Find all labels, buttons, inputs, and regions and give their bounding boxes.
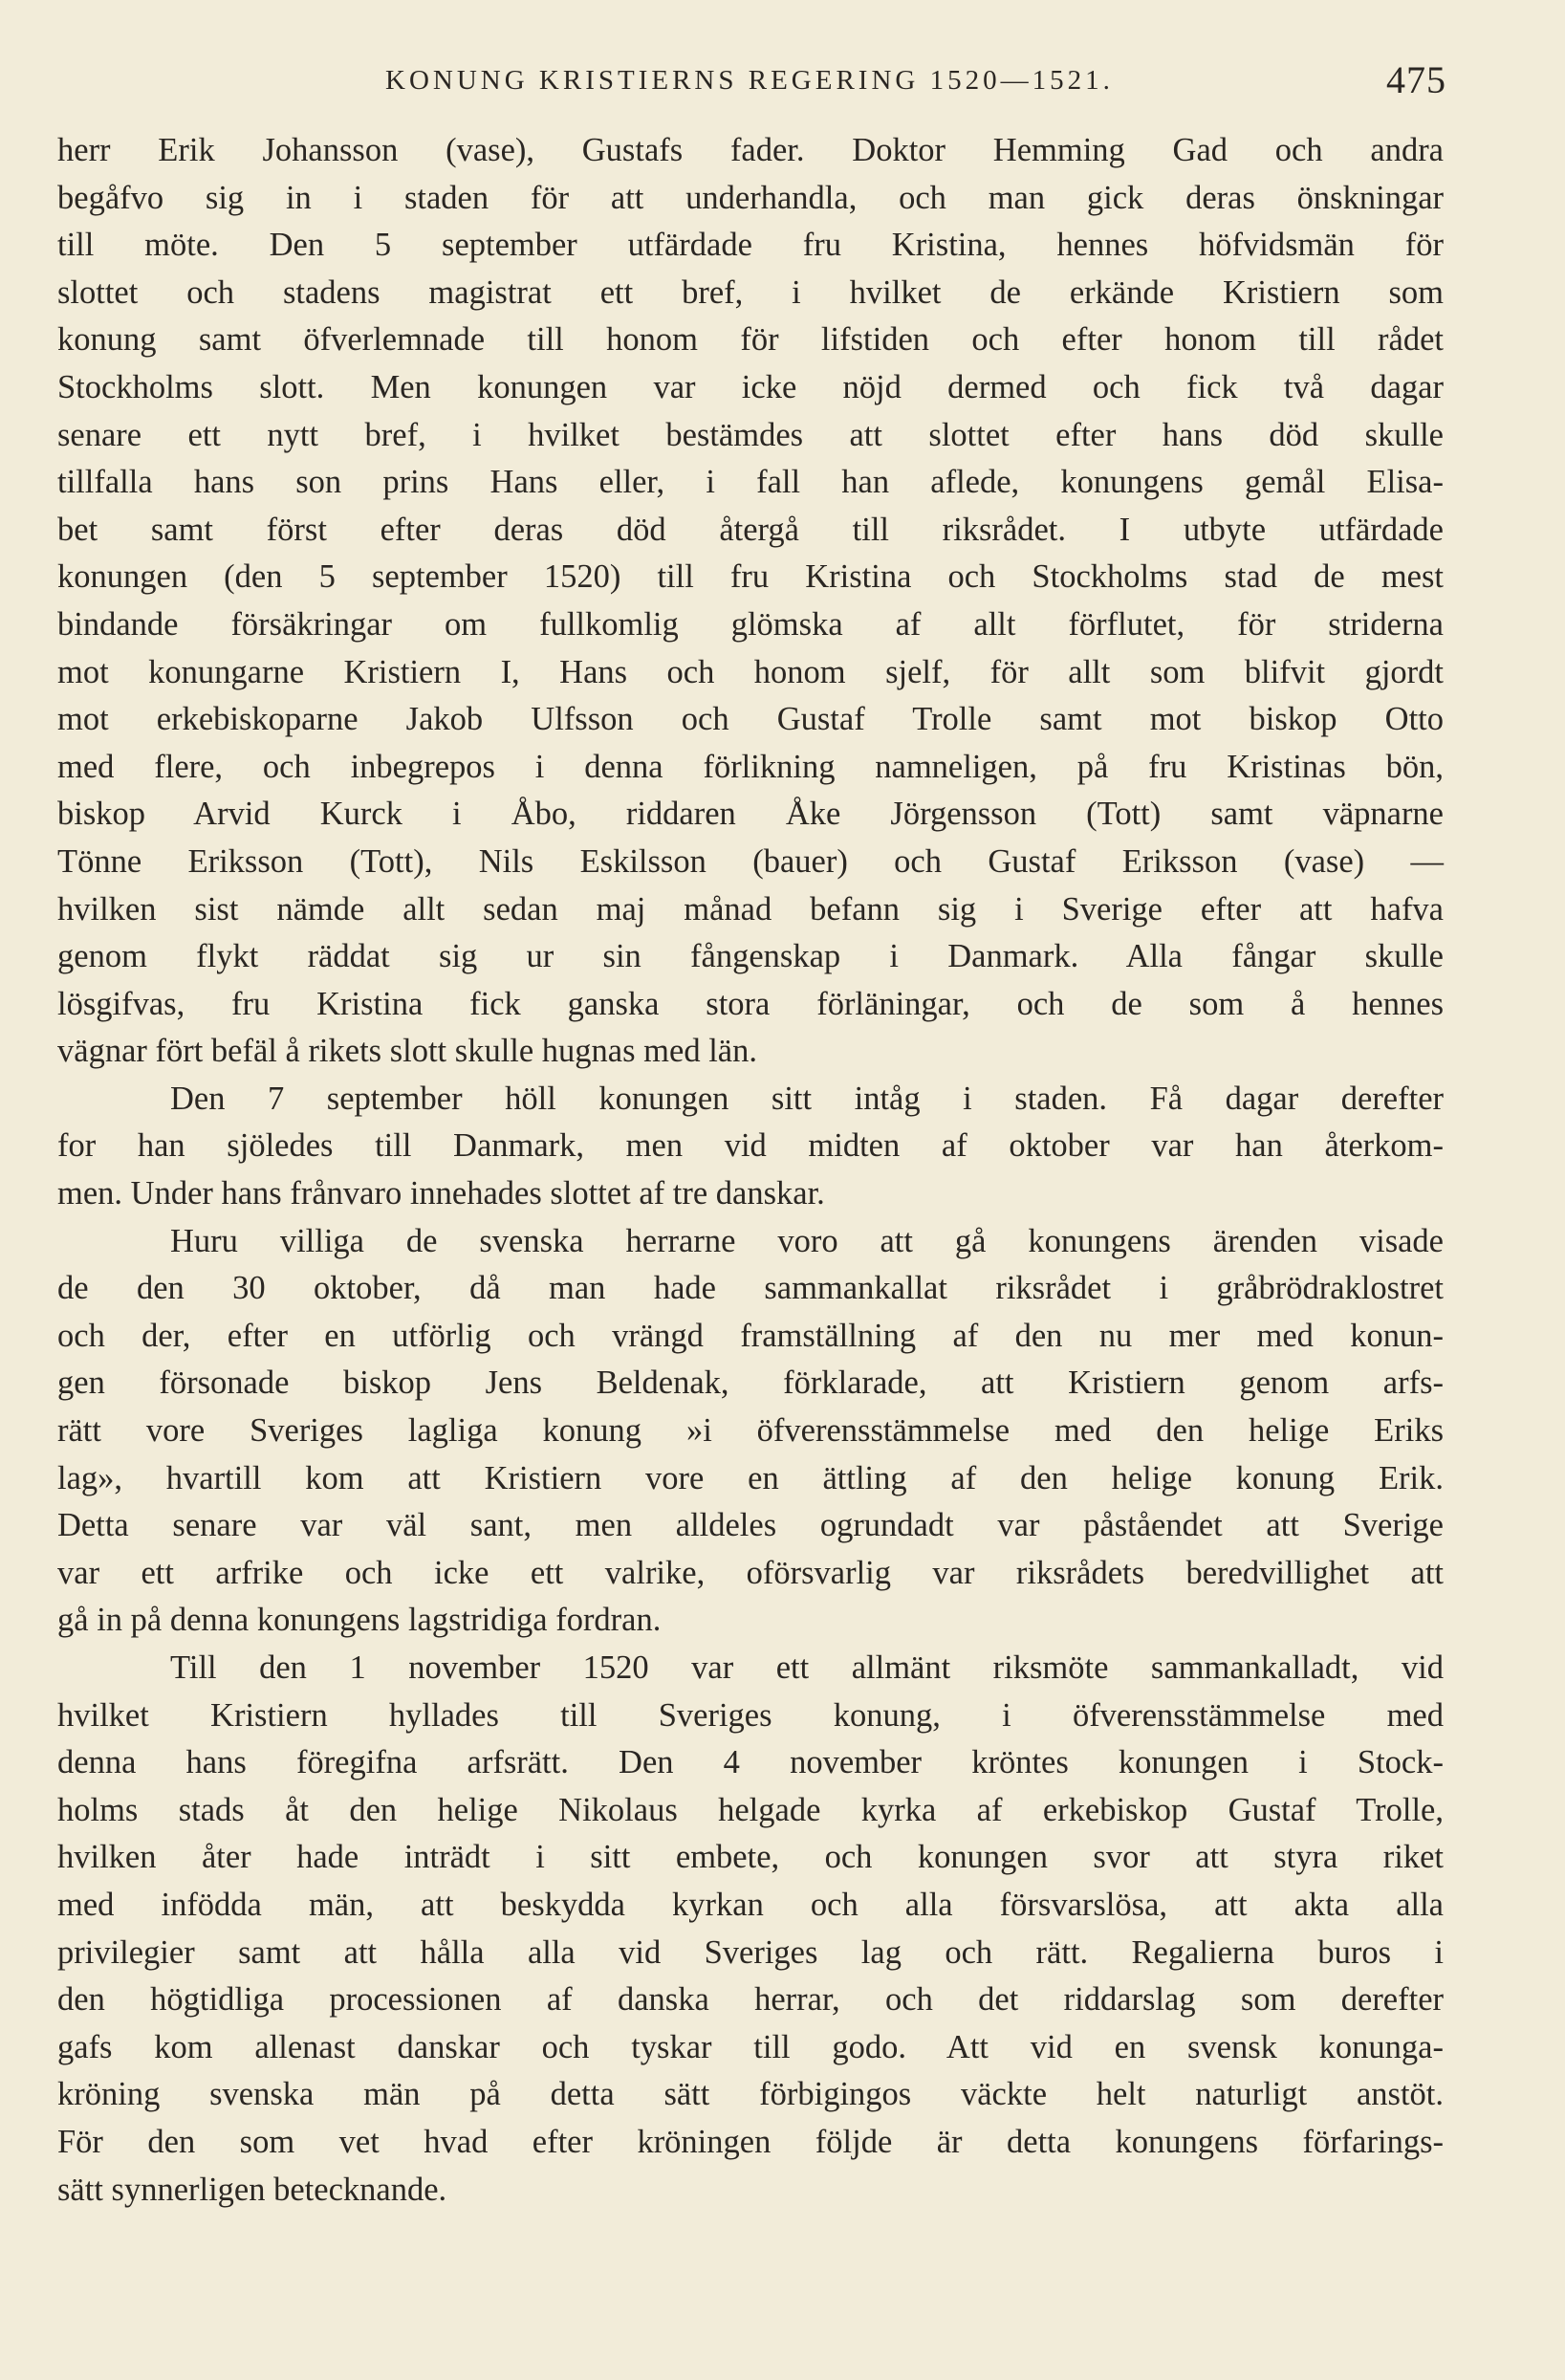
text-line: bindande försäkringar om fullkomlig glömska af allt förflutet, för striderna (57, 605, 1444, 643)
text-line: hvilket Kristiern hyllades till Sveriges konung, i öfverensstämmelse med (57, 1696, 1444, 1734)
text-line: genom flykt räddat sig ur sin fångenskap i Danmark. Alla fångar skulle (57, 938, 1444, 975)
text-line: holms stads åt den helige Nikolaus helgade kyrka af erkebiskop Gustaf Trolle, (57, 1791, 1444, 1828)
text-line: konungen (den 5 september 1520) till fru Kristina och Stockholms stad de mest (57, 558, 1444, 596)
text-line: Stockholms slott. Men konungen var icke nöjd dermed och fick två dagar (57, 368, 1444, 405)
text-line: hvilken sist nämde allt sedan maj månad befann sig i Sverige efter att hafva (57, 890, 1444, 928)
text-line: hvilken åter hade inträdt i sitt embete, och konungen svor att styra riket (57, 1839, 1444, 1876)
text-line: gå in på denna konungens lagstridiga fordran. (57, 1602, 662, 1639)
text-line: mot konungarne Kristiern I, Hans och honom sjelf, för allt som blifvit gjordt (57, 653, 1444, 690)
text-line: denna hans föregifna arfsrätt. Den 4 november kröntes konungen i Stock- (57, 1744, 1444, 1781)
text-line: rätt vore Sveriges lagliga konung »i öfverensstämmelse med den helige Eriks (57, 1412, 1444, 1450)
paragraph-first-line: Till den 1 november 1520 var ett allmänt riksmöte sammankalladt, vid (170, 1649, 1444, 1686)
text-line: gen försonade biskop Jens Beldenak, förklarade, att Kristiern genom arfs- (57, 1365, 1444, 1402)
text-line: och der, efter en utförlig och vrängd framställning af den nu mer med konun- (57, 1317, 1444, 1354)
text-line: lag», hvartill kom att Kristiern vore en ättling af den helige konung Erik. (57, 1459, 1444, 1496)
text-line: begåfvo sig in i staden för att underhandla, och man gick deras önskningar (57, 179, 1444, 216)
text-line: kröning svenska män på detta sätt förbigingos väckte helt naturligt anstöt. (57, 2076, 1444, 2113)
text-line: mot erkebiskoparne Jakob Ulfsson och Gustaf Trolle samt mot biskop Otto (57, 701, 1444, 738)
running-head (55, 57, 1446, 115)
text-line: slottet och stadens magistrat ett bref, i hvilket de erkände Kristiern som (57, 273, 1444, 311)
text-line: for han sjöledes till Danmark, men vid midten af oktober var han återkom- (57, 1127, 1444, 1165)
text-line: var ett arfrike och icke ett valrike, oförsvarlig var riksrådets beredvillighet att (57, 1554, 1444, 1591)
text-line: sätt synnerligen betecknande. (57, 2171, 447, 2208)
text-line: de den 30 oktober, då man hade sammankallat riksrådet i gråbrödraklostret (57, 1270, 1444, 1307)
paragraph-first-line: Den 7 september höll konungen sitt intåg i staden. Få dagar derefter (170, 1080, 1444, 1117)
running-title: KONUNG KRISTIERNS REGERING 1520—1521. (385, 65, 1114, 96)
text-line: lösgifvas, fru Kristina fick ganska stora förläningar, och de som å hennes (57, 985, 1444, 1022)
text-line: konung samt öfverlemnade till honom för lifstiden och efter honom till rådet (57, 321, 1444, 359)
text-line: tillfalla hans son prins Hans eller, i fall han aflede, konungens gemål Elisa- (57, 464, 1444, 501)
text-line: senare ett nytt bref, i hvilket bestämdes att slottet efter hans död skulle (57, 416, 1444, 453)
text-line: herr Erik Johansson (vase), Gustafs fader. Doktor Hemming Gad och andra (57, 132, 1444, 168)
text-line: vägnar fört befäl å rikets slott skulle hugnas med län. (57, 1033, 757, 1070)
text-line: med infödda män, att beskydda kyrkan och alla försvarslösa, att akta alla (57, 1886, 1444, 1923)
text-line: till möte. Den 5 september utfärdade fru Kristina, hennes höfvidsmän för (57, 227, 1444, 264)
paragraph-first-line: Huru villiga de svenska herrarne voro att gå konungens ärenden visade (170, 1222, 1444, 1259)
text-line: Detta senare var väl sant, men alldeles ogrundadt var påståendet att Sverige (57, 1507, 1444, 1544)
text-line: För den som vet hvad efter kröningen följde är detta konungens förfarings- (57, 2123, 1444, 2160)
body-text (57, 127, 1444, 2214)
text-line: den högtidliga processionen af danska herrar, och det riddarslag som derefter (57, 1981, 1444, 2019)
text-line: gafs kom allenast danskar och tyskar till godo. Att vid en svensk konunga- (57, 2028, 1444, 2065)
text-line: Tönne Eriksson (Tott), Nils Eskilsson (bauer) och Gustaf Eriksson (vase) — (57, 842, 1444, 880)
text-line: biskop Arvid Kurck i Åbo, riddaren Åke Jörgensson (Tott) samt väpnarne (57, 796, 1444, 833)
page-number: 475 (1386, 58, 1446, 101)
text-line: bet samt först efter deras död återgå till riksrådet. I utbyte utfärdade (57, 511, 1444, 548)
text-line: med flere, och inbegrepos i denna förlikning namneligen, på fru Kristinas bön, (57, 748, 1444, 785)
text-line: men. Under hans frånvaro innehades slottet af tre danskar. (57, 1175, 825, 1212)
text-line: privilegier samt att hålla alla vid Sveriges lag och rätt. Regalierna buros i (57, 1933, 1444, 1971)
